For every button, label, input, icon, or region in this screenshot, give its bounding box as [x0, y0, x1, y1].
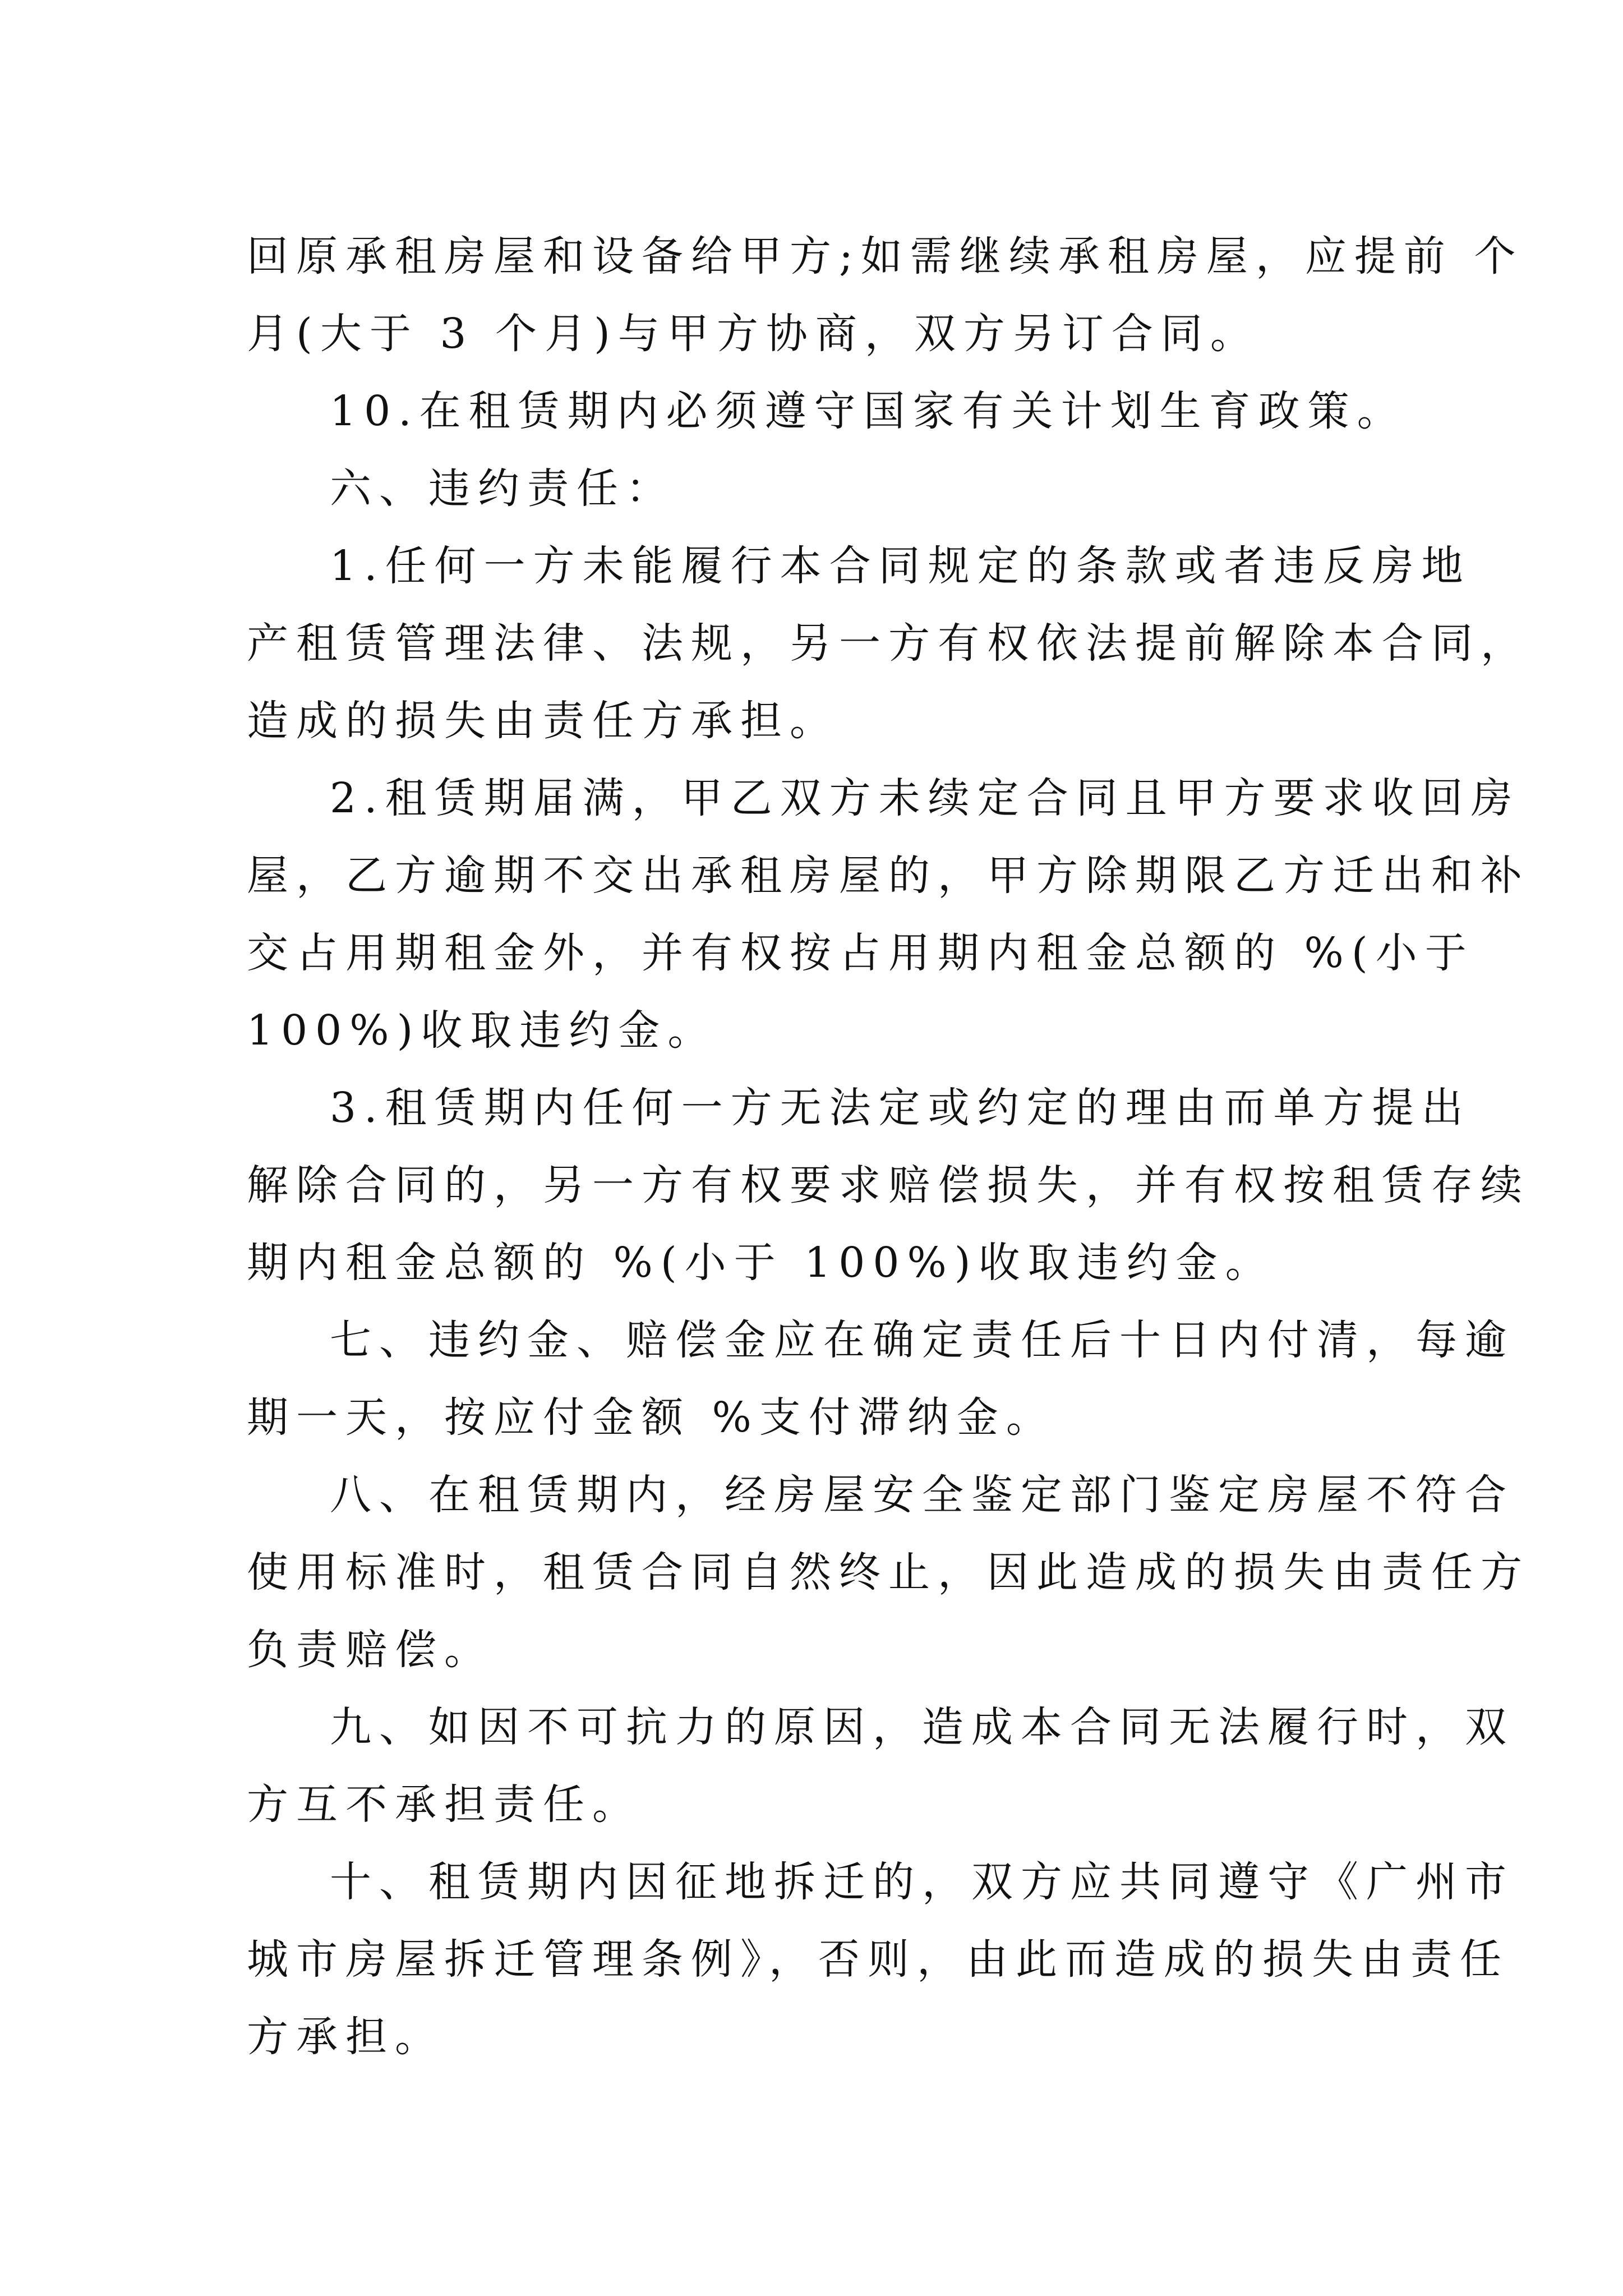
text-line: 造成的损失由责任方承担。	[247, 697, 839, 745]
text-line: 10.在租赁期内必须遵守国家有关计划生育政策。	[330, 387, 1407, 435]
text-line: 100%)收取违约金。	[247, 1006, 717, 1055]
text-line: 产租赁管理法律、法规，另一方有权依法提前解除本合同，	[247, 619, 1530, 668]
text-line: 九、如因不可抗力的原因，造成本合同无法履行时，双	[330, 1703, 1514, 1751]
text-line: 城市房屋拆迁管理条例》，否则，由此而造成的损失由责任	[247, 1935, 1509, 1984]
text-line: 交占用期租金外，并有权按占用期内租金总额的 %(小于	[247, 929, 1474, 977]
text-line: 使用标准时，租赁合同自然终止，因此造成的损失由责任方	[247, 1548, 1530, 1596]
text-line: 解除合同的，另一方有权要求赔偿损失，并有权按租赁存续	[247, 1161, 1530, 1209]
text-line: 方承担。	[247, 2013, 444, 2061]
document-body	[247, 218, 1530, 2076]
text-line: 七、违约金、赔偿金应在确定责任后十日内付清，每逾	[330, 1316, 1514, 1364]
text-line: 负责赔偿。	[247, 1626, 494, 1674]
text-line: 回原承租房屋和设备给甲方;如需继续承租房屋，应提前 个	[247, 232, 1524, 280]
text-line: 方互不承担责任。	[247, 1780, 642, 1829]
text-line: 2.租赁期届满，甲乙双方未续定合同且甲方要求收回房	[330, 774, 1520, 822]
text-line: 屋，乙方逾期不交出承租房屋的，甲方除期限乙方迁出和补	[247, 852, 1530, 900]
text-line: 月(大于 3 个月)与甲方协商，双方另订合同。	[247, 310, 1260, 358]
text-line: 八、在租赁期内，经房屋安全鉴定部门鉴定房屋不符合	[330, 1471, 1514, 1519]
text-line: 1.任何一方未能履行本合同规定的条款或者违反房地	[330, 542, 1471, 590]
text-line: 3.租赁期内任何一方无法定或约定的理由而单方提出	[330, 1084, 1471, 1132]
text-line: 期一天，按应付金额 %支付滞纳金。	[247, 1393, 1055, 1442]
text-line: 十、租赁期内因征地拆迁的，双方应共同遵守《广州市	[330, 1858, 1514, 1906]
section-heading: 六、违约责任：	[330, 464, 675, 513]
text-line: 期内租金总额的 %(小于 100%)收取违约金。	[247, 1239, 1275, 1287]
